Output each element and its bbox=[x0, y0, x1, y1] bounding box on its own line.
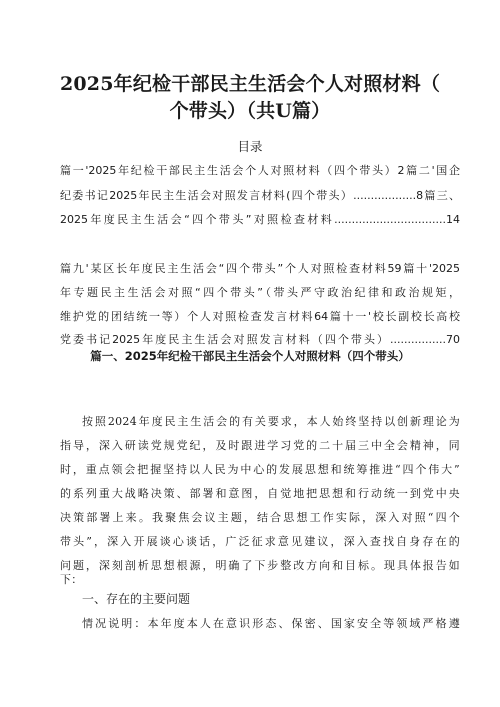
body-line: 带头”，深入开展谈心谈话，广泛征求意见建议，深入查找自身存在的 bbox=[60, 535, 460, 548]
document-title-line-2: 个带头）（共U篇） bbox=[169, 100, 331, 122]
chapter-heading: 篇一、2025年纪检干部民主生活会个人对照材料（四个带头） bbox=[90, 349, 410, 363]
toc-heading: 目录 bbox=[237, 139, 263, 154]
body-line: 情况说明：本年度本人在意识形态、保密、国家安全等领域严格遵 bbox=[82, 617, 460, 630]
body-line: 决策部署上来。我聚焦会议主题，结合思想工作实际，深入对照“四个 bbox=[60, 511, 460, 524]
toc-line: 篇九'某区长年度民主生活会“四个带头”个人对照检查材料59篇十'2025 bbox=[60, 262, 460, 275]
document-title-line-1: 2025年纪检干部民主生活会个人对照材料（ bbox=[59, 73, 441, 95]
body-line: 下： bbox=[60, 573, 83, 586]
toc-line: 党委书记2025年度民主生活会对照发言材料（四个带头）................70 bbox=[60, 333, 460, 346]
toc-line: 2025年度民主生活会“四个带头”对照检查材料................................14 bbox=[60, 213, 460, 226]
toc-line: 维护党的团结统一等）个人对照检查发言材料64篇十一'校长副校长高校 bbox=[60, 310, 460, 323]
body-line: 的系列重大战略决策、部署和意图，自觉地把思想和行动统一到党中央 bbox=[60, 487, 460, 500]
body-line: 按照2024年度民主生活会的有关要求，本人始终坚持以创新理论为 bbox=[82, 415, 460, 428]
toc-line: 纪委书记2025年民主生活会对照发言材料(四个带头）..................8篇三、 bbox=[60, 189, 460, 202]
section-heading: 一、存在的主要问题 bbox=[82, 592, 191, 606]
body-line: 问题，深刻剖析思想根源，明确了下步整改方向和目标。现具体报告如 bbox=[60, 559, 460, 572]
toc-line: 篇一'2025年纪检干部民主生活会个人对照材料（四个带头）2篇二'国企 bbox=[60, 164, 460, 177]
toc-line: 年专题民主生活会对照“四个带头”（带头严守政治纪律和政治规矩， bbox=[60, 286, 460, 299]
body-line: 时，重点领会把握坚持以人民为中心的发展思想和统筹推进“四个伟大” bbox=[60, 463, 460, 476]
body-line: 指导，深入研读党规党纪，及时跟进学习党的二十届三中全会精神，同 bbox=[60, 439, 460, 452]
